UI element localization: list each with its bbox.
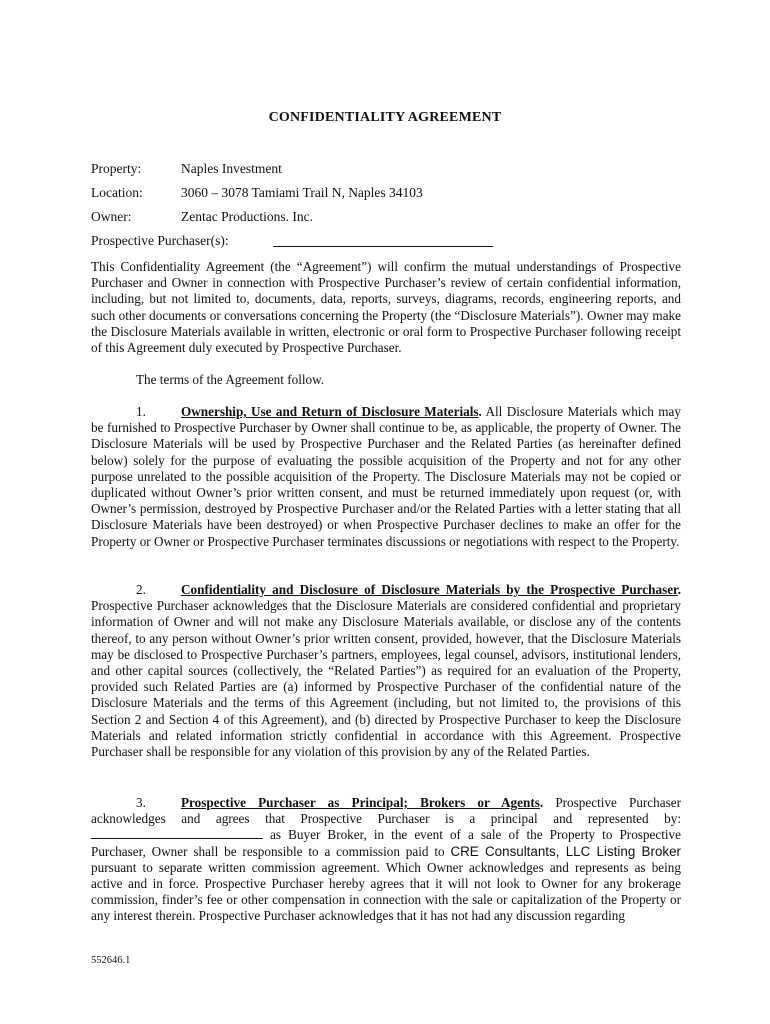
section-1-body: All Disclosure Materials which may be furnished to Prospective Purchaser by Owner shall continue to be, as applicable, the property of Owner. The Disclosure Materials will be used by Prospective Purchaser and the Related Parties (as hereinafter defined below) solely for the purpose of evaluating the possible acquisition of the Property and not for any other purpose unrelated to the possible acquisition of the Property. The Disclosure Materials may not be copied or duplicated without Owner’s prior written consent, and must be returned immediately upon request (or, with Owner’s permission, destroyed by Prospective Purchaser and/or the Related Parties with a letter stating that all Disclosure Materials have been destroyed) or when Prospective Purchaser declines to make an offer for the Property or Owner or Prospective Purchaser terminates discussions or negotiations with respect to the Property. (91, 404, 681, 549)
property-label: Property: (91, 161, 142, 176)
section-2-number: 2. (136, 582, 146, 597)
owner-value: Zentac Productions. Inc. (181, 209, 313, 224)
terms-intro-text: The terms of the Agreement follow. (136, 372, 325, 387)
intro-paragraph: This Confidentiality Agreement (the “Agreement”) will confirm the mutual understandings of Prospective Purchaser and Owner in connection with Prospective Purchaser’s review of certain confidential information, including, but not limited to, documents, data, reports, surveys, diagrams, records, engineering reports, and such other documents or conversations concerning the Property (the “Disclosure Materials”). Owner may make the Disclosure Materials available in written, electronic or oral form to Prospective Purchaser following receipt of this Agreement duly executed by Prospective Purchaser. (91, 259, 681, 356)
section-3-body-a: Prospective Purchaser acknowledges and agrees that Prospective Purchaser is a principal and represented by: (91, 795, 681, 827)
section-3: 3. Prospective Purchaser as Principal; Brokers or Agents. Prospective Purchaser acknowledges and agrees that Prospective Purchaser is a principal and represented by: as Buyer Broker, in the event of a sale of the Property to Prospective Purchaser, Owner shall be responsible to a commission paid to CRE Consultants, LLC Listing Broker pursuant to separate written commission agreement. Which Owner acknowledges and represents as being active and in force. Prospective Purchaser hereby agrees that it will not look to Owner for any brokerage commission, finder’s fee or other compensation in connection with the sale or capitalization of the Property or any interest therein. Prospective Purchaser acknowledges that it has not had any discussion regarding (91, 795, 681, 924)
purchaser-field (91, 232, 511, 250)
section-1-number: 1. (136, 404, 146, 419)
section-1-heading: Ownership, Use and Return of Disclosure Materials (181, 404, 479, 419)
property-value: Naples Investment (181, 161, 282, 176)
location-value: 3060 – 3078 Tamiami Trail N, Naples 34103 (181, 185, 423, 200)
owner-label: Owner: (91, 209, 132, 224)
section-2-heading: Confidentiality and Disclosure of Disclosure Materials by the Prospective Purchaser (181, 582, 678, 597)
terms-intro-paragraph (91, 372, 681, 388)
section-3-number: 3. (136, 795, 146, 810)
location-label: Location: (91, 185, 143, 200)
purchaser-label: Prospective Purchaser(s): (91, 233, 229, 248)
purchaser-blank-line[interactable] (273, 232, 493, 247)
section-2: 2. Confidentiality and Disclosure of Disclosure Materials by the Prospective Purchaser. Prospective Purchaser acknowledges that the Disclosure Materials are considered confidential and proprietary information of Owner and will not make any Disclosure Materials available, or disclose any of the contents thereof, to any person without Owner’s prior written consent, provided, however, that the Disclosure Materials may be disclosed to Prospective Purchaser’s partners, employees, legal counsel, advisors, institutional lenders, and other capital sources (collectively, the “Related Parties”) as required for an evaluation of the Property, provided such Related Parties are (a) informed by Prospective Purchaser of the confidential nature of the Disclosure Materials and the terms of this Agreement (including, but not limited to, the provisions of this Section 2 and Section 4 of this Agreement), and (b) directed by Prospective Purchaser to keep the Disclosure Materials and related information strictly confidential in accordance with this Agreement. Prospective Purchaser shall be responsible for any violation of this provision by any of the Related Parties. (91, 582, 681, 760)
section-3-body-c: pursuant to separate written commission agreement. Which Owner acknowledges and represents as being active and in force. Prospective Purchaser hereby agrees that it will not look to Owner for any brokerage commission, finder’s fee or other compensation in connection with the sale or capitalization of the Property or any interest therein. Prospective Purchaser acknowledges that it has not had any discussion regarding (91, 859, 681, 924)
section-3-heading: Prospective Purchaser as Principal; Brokers or Agents (181, 795, 540, 810)
document-footer-id: 552646.1 (91, 955, 131, 966)
section-1: 1. Ownership, Use and Return of Disclosure Materials. All Disclosure Materials which may be furnished to Prospective Purchaser by Owner shall continue to be, as applicable, the property of Owner. The Disclosure Materials will be used by Prospective Purchaser and the Related Parties (as hereinafter defined below) solely for the purpose of evaluating the possible acquisition of the Property and not for any other purpose unrelated to the possible acquisition of the Property. The Disclosure Materials may not be copied or duplicated without Owner’s prior written consent, and must be returned immediately upon request (or, with Owner’s permission, destroyed by Prospective Purchaser and/or the Related Parties with a letter stating that all Disclosure Materials have been destroyed) or when Prospective Purchaser declines to make an offer for the Property or Owner or Prospective Purchaser terminates discussions or negotiations with respect to the Property. (91, 404, 681, 549)
document-title: CONFIDENTIALITY AGREEMENT (268, 110, 502, 125)
buyer-broker-blank-line[interactable] (91, 827, 263, 839)
section-3-body-b: as Buyer Broker, in the event of a sale of the Property to Prospective Purchaser, Owner shall be responsible to a commission paid to (91, 827, 681, 859)
listing-broker-name: CRE Consultants, LLC Listing Broker (450, 843, 681, 859)
section-2-body: Prospective Purchaser acknowledges that the Disclosure Materials are considered confidential and proprietary information of Owner and will not make any Disclosure Materials available, or disclose any of the contents thereof, to any person without Owner’s prior written consent, provided, however, that the Disclosure Materials may be disclosed to Prospective Purchaser’s partners, employees, legal counsel, advisors, institutional lenders, and other capital sources (collectively, the “Related Parties”) as required for an evaluation of the Property, provided such Related Parties are (a) informed by Prospective Purchaser of the confidential nature of the Disclosure Materials and the terms of this Agreement (including, but not limited to, the provisions of this Section 2 and Section 4 of this Agreement), and (b) directed by Prospective Purchaser to keep the Disclosure Materials and related information strictly confidential in accordance with this Agreement. Prospective Purchaser shall be responsible for any violation of this provision by any of the Related Parties. (91, 598, 681, 760)
